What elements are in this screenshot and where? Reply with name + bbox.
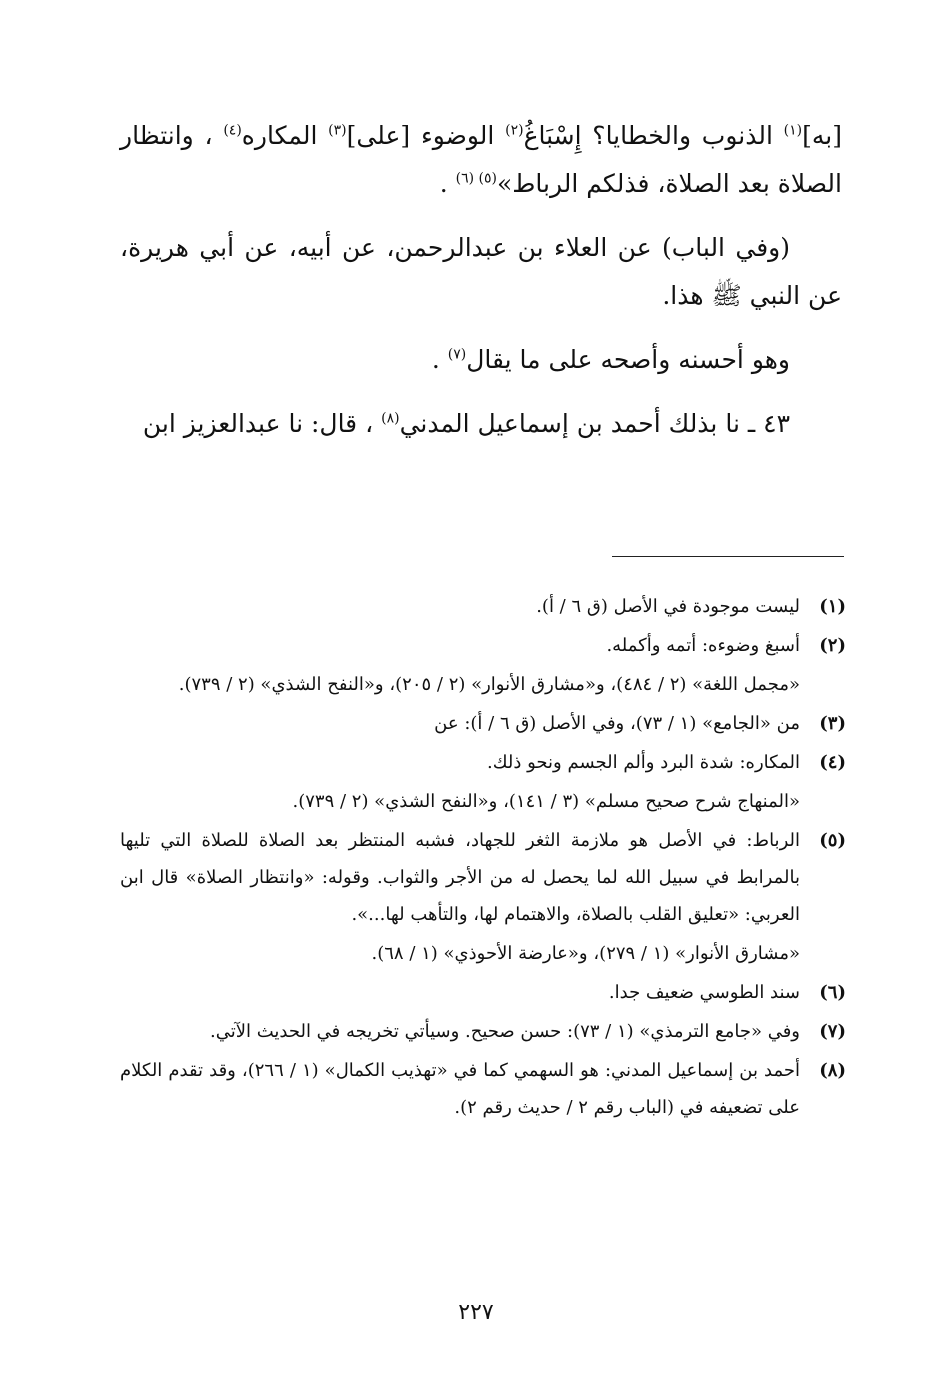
- p4-text-2: ، قال: نا عبدالعزيز ابن: [142, 409, 382, 438]
- footnote-text: أسبغ وضوءه: أتمه وأكمله.: [606, 635, 800, 656]
- footnote-text: وفي «جامع الترمذي» (١ / ٧٣): حسن صحيح. وسيأتي تخريجه في الحديث الآتي.: [210, 1021, 800, 1042]
- footnote-number: (٦): [819, 982, 846, 1003]
- footnote-8: [120, 1052, 846, 1126]
- p4-text-1: ٤٣ ـ نا بذلك أحمد بن إسماعيل المدني: [399, 409, 790, 438]
- footnote-number: (٢): [819, 635, 846, 656]
- paragraph-3: [120, 336, 842, 384]
- footnote-ref-3: (٣): [328, 122, 347, 139]
- p1-text-3: الوضوء [على]: [346, 121, 506, 150]
- footnote-separator: [612, 556, 844, 557]
- p1-text-6: .: [439, 169, 456, 198]
- footnote-number: (٥): [819, 830, 846, 851]
- footnote-number: (١): [819, 596, 846, 617]
- footnote-ref-5-6: (٥) (٦): [455, 170, 497, 187]
- footnote-6: [120, 974, 846, 1011]
- footnote-2-source: «مجمل اللغة» (٢ / ٤٨٤)، و«مشارق الأنوار» (٢ / ٢٠٥)، و«النفح الشذي» (٢ / ٧٣٩).: [178, 674, 800, 695]
- footnote-5-source: «مشارق الأنوار» (١ / ٢٧٩)، و«عارضة الأحوذي» (١ / ٦٨).: [371, 943, 800, 964]
- footnote-text: المكاره: شدة البرد وألم الجسم ونحو ذلك.: [487, 752, 800, 773]
- footnote-ref-2: (٢): [505, 122, 524, 139]
- paragraph-2: (وفي الباب) عن العلاء بن عبدالرحمن، عن أبيه، عن أبي هريرة، عن النبي ﷺ هذا.: [120, 233, 842, 310]
- footnote-4-source: «المنهاج شرح صحيح مسلم» (٣ / ١٤١)، و«النفح الشذي» (٢ / ٧٣٩).: [292, 791, 800, 812]
- footnote-ref-7: (٧): [447, 346, 467, 363]
- footnote-number: (٨): [819, 1060, 846, 1081]
- footnote-text: ليست موجودة في الأصل (ق ٦ / أ).: [536, 596, 800, 617]
- footnote-number: (٧): [819, 1021, 846, 1042]
- p1-text-2: الذنوب والخطايا؟ إِسْبَاغُ: [523, 121, 784, 150]
- p3-text-1: وهو أحسنه وأصحه على ما يقال: [466, 345, 790, 374]
- paragraph-1: [120, 112, 842, 208]
- page-number: ٢٢٧: [458, 1300, 494, 1325]
- footnote-5: [120, 822, 846, 933]
- footnote-ref-8: (٨): [381, 410, 400, 427]
- footnote-2: [120, 627, 846, 664]
- p1-text-5: ، وانتظار الصلاة بعد الصلاة، فذلكم الرباط»: [120, 121, 842, 198]
- footnote-text: أحمد بن إسماعيل المدني: هو السهمي كما في «تهذيب الكمال» (١ / ٢٦٦)، وقد تقدم الكلام على تضعيفه في (الباب رقم ٢ / حديث رقم ٢).: [120, 1060, 800, 1118]
- footnote-ref-1: (١): [783, 122, 803, 139]
- footnote-text: من «الجامع» (١ / ٧٣)، وفي الأصل (ق ٦ / أ): عن: [434, 713, 800, 734]
- footnote-text: الرباط: في الأصل هو ملازمة الثغر للجهاد، فشبه المنتظر بعد الصلاة للصلاة التي تليها بالمرابط في سبيل الله لما يحصل له من الأجر والثواب. وقوله: «وانتظار الصلاة» قال ابن العربي: «تعليق القلب بالصلاة، والاهتمام لها، والتأهب لها...».: [120, 830, 800, 925]
- footnote-1: [120, 588, 846, 625]
- footnote-number: (٣): [819, 713, 846, 734]
- p1-text-4: المكاره: [241, 121, 329, 150]
- footnote-4: [120, 744, 846, 781]
- footnote-number: (٤): [819, 752, 846, 773]
- p3-text-2: .: [431, 345, 448, 374]
- p1-text-1: [به]: [802, 121, 843, 150]
- footnote-ref-4: (٤): [223, 122, 242, 139]
- paragraph-4: [120, 400, 842, 448]
- main-text: [120, 112, 842, 464]
- footnotes: [120, 588, 846, 1128]
- footnote-7: [120, 1013, 846, 1050]
- footnote-3: [120, 705, 846, 742]
- footnote-text: سند الطوسي ضعيف جدا.: [608, 982, 800, 1003]
